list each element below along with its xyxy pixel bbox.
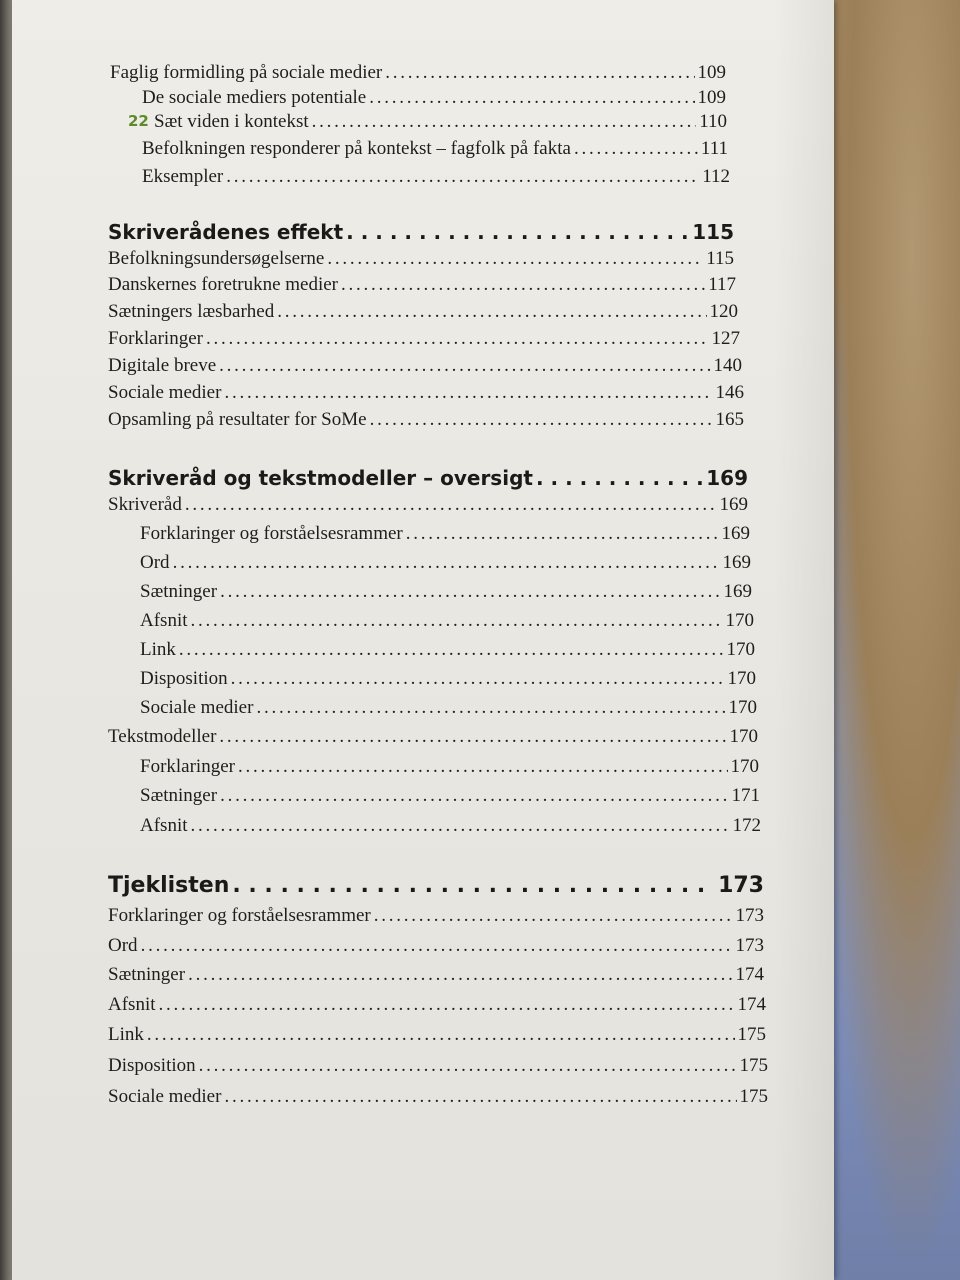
toc-entry-page: 175 (739, 1086, 768, 1107)
toc-entry (140, 610, 754, 632)
dot-leader (406, 523, 719, 545)
toc-entry-page: 115 (706, 248, 734, 269)
toc-entry-title: Afsnit (140, 815, 188, 836)
table-edge (0, 0, 12, 1280)
toc-entry (108, 935, 764, 957)
toc-entry (108, 1055, 768, 1077)
toc-entry-page: 169 (723, 581, 752, 602)
toc-entry (108, 382, 744, 404)
toc-entry-page: 120 (709, 301, 738, 322)
toc-entry-title: Disposition (108, 1055, 196, 1076)
toc-entry-page: 171 (731, 785, 760, 806)
dot-leader (224, 382, 712, 404)
toc-entry-page: 174 (737, 994, 766, 1015)
toc-entry-title: Forklaringer og forståelsesrammer (108, 905, 371, 926)
dot-leader (220, 785, 728, 807)
dot-leader (327, 248, 703, 270)
toc-entry-page: 117 (708, 274, 736, 295)
dot-leader (256, 697, 725, 719)
dot-leader (219, 355, 710, 377)
toc-entry (108, 494, 748, 516)
toc-entry-title: Sociale medier (108, 382, 222, 403)
dot-leader (191, 610, 723, 632)
toc-entry (140, 639, 755, 661)
section-heading (108, 873, 764, 898)
dot-leader (226, 166, 699, 188)
dot-leader (536, 466, 703, 490)
dot-leader (159, 994, 735, 1016)
chapter-marker: 22 (128, 112, 149, 130)
section-heading-title: Skriveråd og tekstmodeller – oversigt (108, 466, 533, 490)
toc-entry (110, 62, 726, 84)
toc-entry (108, 1086, 768, 1108)
toc-entry-title: Skriveråd (108, 494, 182, 515)
toc-entry (142, 87, 726, 109)
dot-leader (147, 1024, 735, 1046)
dot-leader (219, 726, 726, 748)
toc-entry-page: 174 (735, 964, 764, 985)
toc-entry (140, 581, 752, 603)
toc-entry-title: Afsnit (108, 994, 156, 1015)
table-of-contents (12, 0, 834, 1280)
toc-entry (108, 994, 766, 1016)
toc-entry-title: Disposition (140, 668, 228, 689)
toc-entry (108, 905, 764, 927)
toc-entry (108, 355, 742, 377)
toc-entry-title: Link (140, 639, 176, 660)
toc-entry-page: 175 (739, 1055, 768, 1076)
toc-entry-title: De sociale mediers potentiale (142, 87, 367, 108)
dot-leader (232, 873, 715, 898)
section-heading-title: Skriverådenes effekt (108, 220, 344, 244)
toc-entry-title: Forklaringer (140, 756, 235, 777)
toc-entry-title: Forklaringer og forståelsesrammer (140, 523, 403, 544)
section-heading-page: 169 (706, 466, 748, 490)
toc-entry-page: 175 (737, 1024, 766, 1045)
toc-entry-title: Opsamling på resultater for SoMe (108, 409, 367, 430)
dot-leader (224, 1086, 736, 1108)
toc-entry (142, 166, 730, 188)
toc-entry (108, 274, 736, 296)
dot-leader (179, 639, 724, 661)
toc-entry-title: Sætninger (108, 964, 186, 985)
toc-entry (108, 726, 758, 748)
toc-entry-title: Eksempler (142, 166, 224, 187)
dot-leader (385, 62, 694, 84)
toc-entry-title: Link (108, 1024, 144, 1045)
dot-leader (220, 581, 720, 603)
toc-entry-page: 170 (728, 697, 757, 718)
dot-leader (574, 138, 698, 160)
dot-leader (206, 328, 709, 350)
toc-entry (108, 301, 738, 323)
toc-entry-page: 170 (729, 726, 758, 747)
dot-leader (199, 1055, 737, 1077)
dot-leader (312, 111, 697, 133)
toc-entry-title: Sætninger (140, 785, 218, 806)
dot-leader (231, 668, 725, 690)
toc-entry-title: Ord (140, 552, 170, 573)
toc-entry (108, 1024, 766, 1046)
toc-entry (140, 552, 751, 574)
toc-entry-title: Digitale breve (108, 355, 217, 376)
toc-entry-page: 127 (711, 328, 740, 349)
toc-entry (108, 409, 744, 431)
toc-entry (140, 523, 750, 545)
toc-entry (140, 815, 761, 837)
toc-entry-title: Ord (108, 935, 138, 956)
toc-entry-page: 110 (699, 111, 727, 132)
toc-entry-title: Sætningers læsbarhed (108, 301, 275, 322)
dot-leader (277, 301, 706, 323)
toc-entry-title: Danskernes foretrukne medier (108, 274, 339, 295)
toc-entry-page: 146 (715, 382, 744, 403)
toc-entry-title: Sociale medier (108, 1086, 222, 1107)
book-page (12, 0, 834, 1280)
dot-leader (369, 87, 694, 109)
toc-entry-title: Sætninger (140, 581, 218, 602)
toc-entry (154, 111, 727, 133)
toc-entry (140, 697, 757, 719)
toc-entry-title: Tekstmodeller (108, 726, 217, 747)
toc-entry-title: Befolkningen responderer på kontekst – fagfolk på fakta (142, 138, 571, 159)
toc-entry-title: Faglig formidling på sociale medier (110, 62, 383, 83)
toc-entry-page: 169 (722, 552, 751, 573)
toc-entry-page: 169 (719, 494, 748, 515)
toc-entry-page: 173 (735, 905, 764, 926)
section-heading-page: 115 (692, 220, 734, 244)
dot-leader (341, 274, 705, 296)
section-heading (108, 220, 734, 244)
toc-entry-page: 165 (715, 409, 744, 430)
toc-entry-page: 170 (725, 610, 754, 631)
dot-leader (188, 964, 732, 986)
section-heading (108, 466, 748, 490)
dot-leader (346, 220, 689, 244)
toc-entry-page: 109 (697, 62, 726, 83)
dot-leader (370, 409, 713, 431)
toc-entry-page: 173 (735, 935, 764, 956)
toc-entry (108, 964, 764, 986)
toc-entry (140, 668, 756, 690)
toc-entry (108, 248, 734, 270)
toc-entry (140, 785, 760, 807)
toc-entry-page: 111 (700, 138, 728, 159)
dot-leader (238, 756, 728, 778)
section-heading-title: Tjeklisten (108, 873, 230, 898)
toc-entry (140, 756, 759, 778)
toc-entry-title: Sæt viden i kontekst (154, 111, 309, 132)
toc-entry-page: 169 (721, 523, 750, 544)
dot-leader (173, 552, 720, 574)
section-heading-page: 173 (718, 873, 764, 898)
toc-entry (108, 328, 740, 350)
dot-leader (374, 905, 733, 927)
toc-entry-title: Sociale medier (140, 697, 254, 718)
dot-leader (141, 935, 733, 957)
toc-entry-page: 170 (730, 756, 759, 777)
toc-entry-title: Afsnit (140, 610, 188, 631)
dot-leader (191, 815, 730, 837)
toc-entry-title: Befolkningsundersøgelserne (108, 248, 325, 269)
toc-entry-page: 112 (702, 166, 730, 187)
toc-entry-page: 170 (727, 668, 756, 689)
toc-entry-page: 172 (732, 815, 761, 836)
dot-leader (185, 494, 717, 516)
toc-entry-title: Forklaringer (108, 328, 203, 349)
toc-entry (142, 138, 728, 160)
toc-entry-page: 170 (726, 639, 755, 660)
toc-entry-page: 140 (713, 355, 742, 376)
toc-entry-page: 109 (697, 87, 726, 108)
